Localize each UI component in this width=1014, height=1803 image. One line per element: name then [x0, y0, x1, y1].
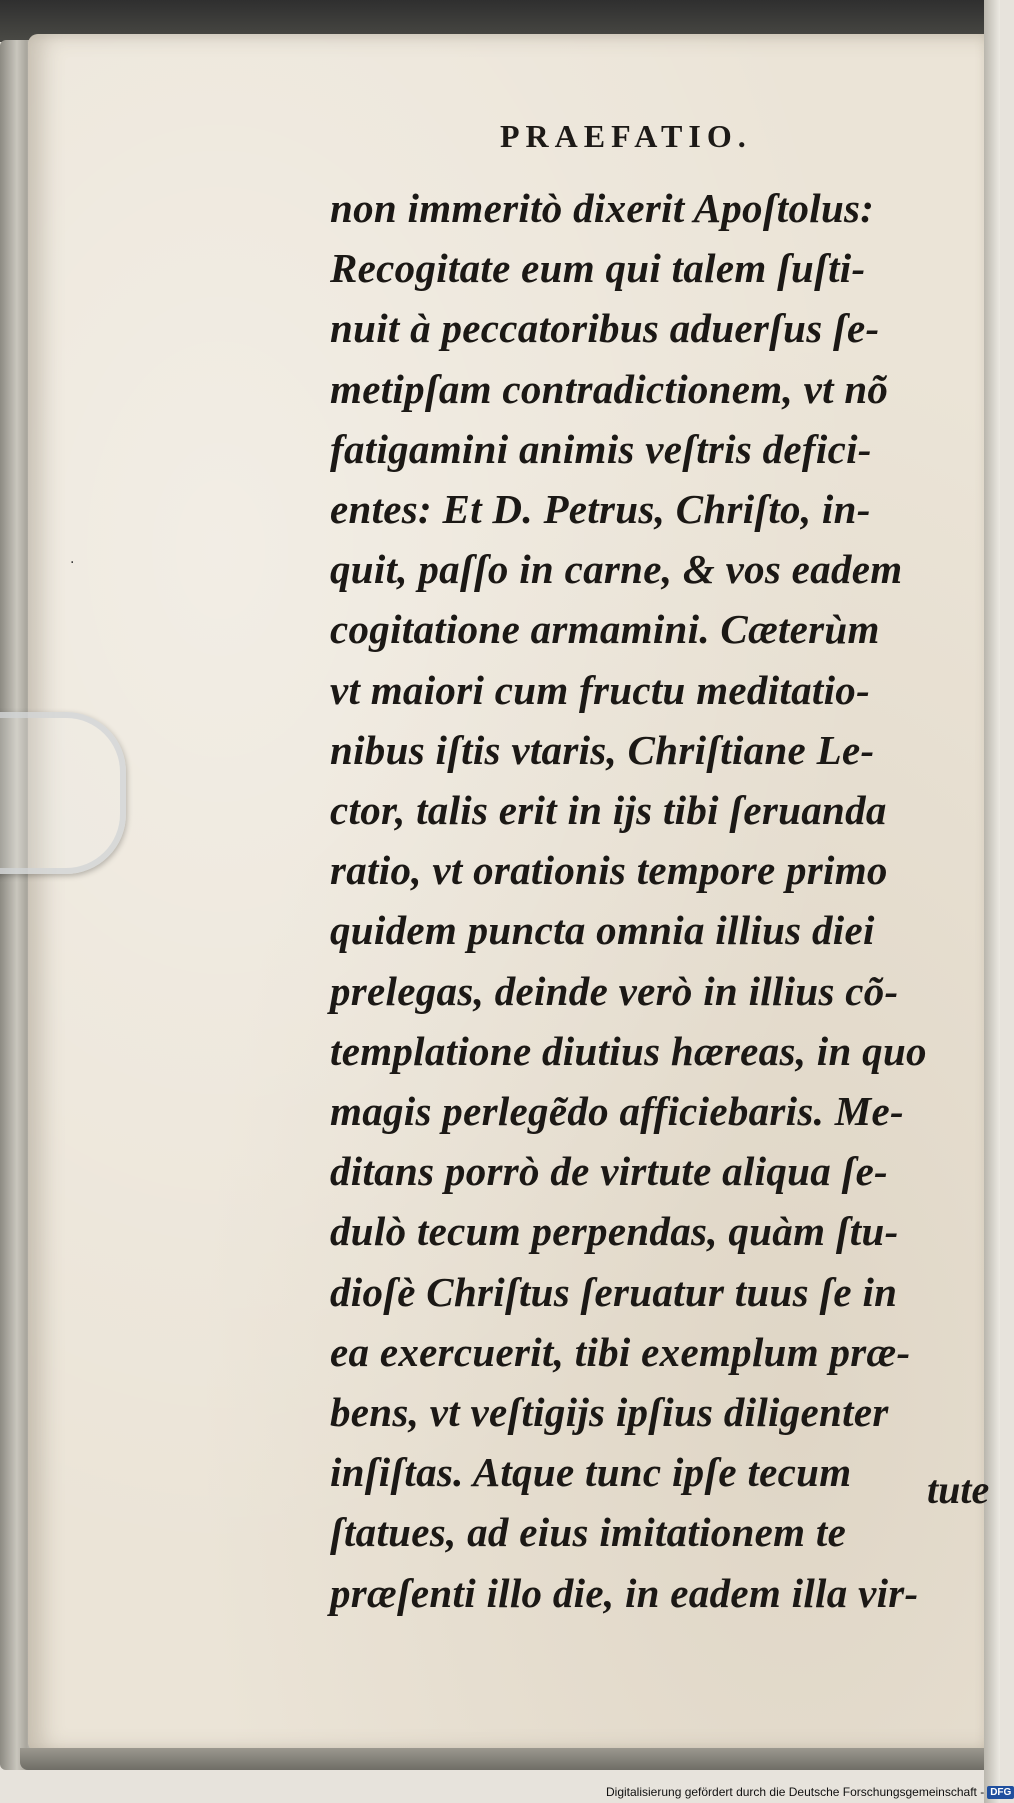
text-line: nibus iſtis vtaris, Chriſtiane Le-	[330, 726, 875, 773]
text-line: bens, vt veſtigijs ipſius diligenter	[330, 1389, 889, 1436]
text-line: quit, paſſo in carne, & vos eadem	[330, 546, 903, 593]
running-head: PRAEFATIO.	[500, 118, 752, 154]
text-line: metipſam contradictionem, vt nõ	[330, 365, 889, 412]
text-line: dulò tecum perpendas, quàm ſtu-	[330, 1208, 899, 1255]
text-line: ratio, vt orationis tempore primo	[330, 847, 888, 894]
credit-text: Digitalisierung gefördert durch die Deutsche Forschungsgemeinschaft -	[606, 1785, 985, 1799]
text-line: præſenti illo die, in eadem illa vir-	[330, 1569, 919, 1616]
text-line: templatione diutius hæreas, in quo	[330, 1027, 927, 1074]
text-line: ditans porrò de virtute aliqua ſe-	[330, 1148, 889, 1195]
text-line: prelegas, deinde verò in illius cõ-	[330, 967, 899, 1014]
page-bottom-edge	[20, 1748, 995, 1770]
text-line: entes: Et D. Petrus, Chriſto, in-	[330, 486, 871, 533]
catchword: tute	[927, 1467, 990, 1512]
text-line: nuit à peccatoribus aduerſus ſe-	[330, 305, 880, 352]
text-line: ea exercuerit, tibi exemplum præ-	[330, 1328, 911, 1375]
text-line: ſtatues, ad eius imitationem te	[330, 1509, 847, 1556]
text-line: quidem puncta omnia illius diei	[330, 907, 875, 954]
digitization-credit	[606, 1785, 1014, 1799]
text-line: vt maiori cum fructu meditatio-	[330, 666, 871, 713]
text-line: magis perlegẽdo afficiebaris. Me-	[330, 1088, 904, 1135]
text-line: dioſè Chriſtus ſeruatur tuus ſe in	[330, 1268, 898, 1315]
text-line: cogitatione armamini. Cæterùm	[330, 606, 880, 653]
dfg-logo[interactable]: DFG	[987, 1786, 1014, 1799]
page-speck: ·	[70, 555, 75, 571]
text-line: fatigamini animis veſtris defici-	[330, 425, 872, 472]
scan-background-right	[984, 0, 1000, 1803]
text-line: non immeritò dixerit Apoſtolus:	[330, 185, 875, 231]
text-line: inſiſtas. Atque tunc ipſe tecum	[330, 1449, 852, 1496]
text-block	[330, 178, 980, 1623]
text-line: Recogitate eum qui talem ſuſti-	[330, 245, 866, 292]
page-clip	[0, 712, 126, 874]
text-line: ctor, talis erit in ijs tibi ſeruanda	[330, 787, 887, 834]
